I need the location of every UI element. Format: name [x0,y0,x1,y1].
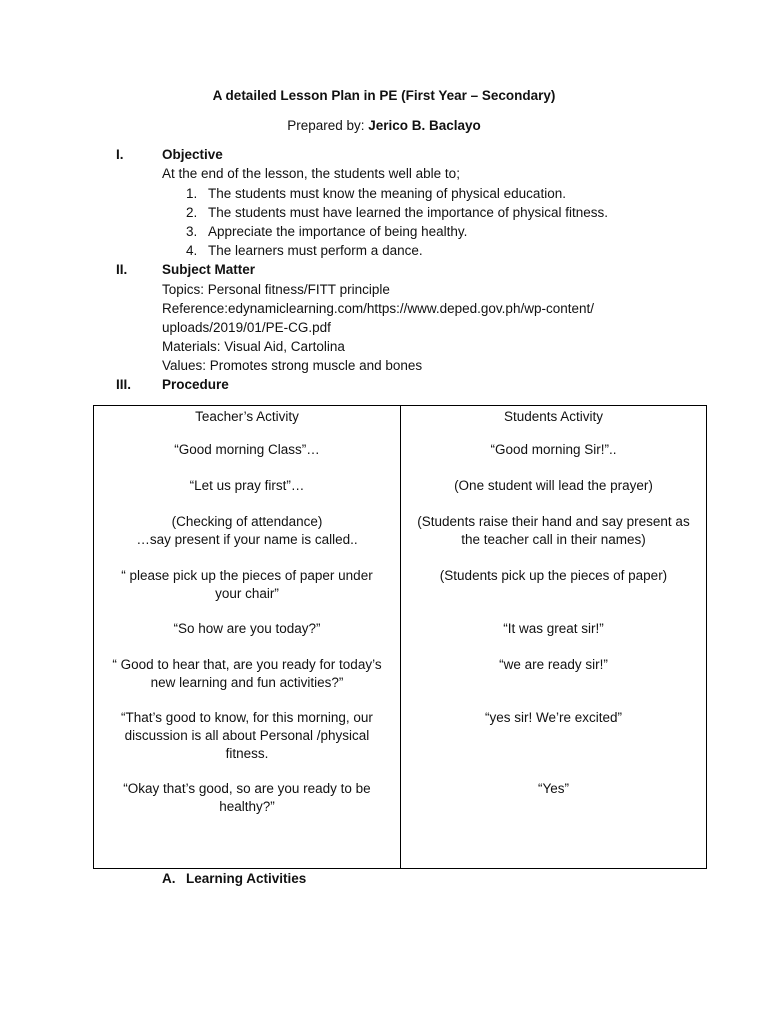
item-text: Appreciate the importance of being healthy. [208,224,468,239]
teacher-line [100,620,394,638]
line-text: (One student will lead the prayer) [454,478,653,493]
line-text: “yes sir! We’re excited” [484,710,623,725]
line-text: fitness. [225,746,269,761]
line-text: “Yes” [537,781,569,796]
teacher-line [100,441,394,459]
line-text: healthy?” [219,799,275,814]
subsection-title: Learning Activities [186,871,307,886]
student-line [407,477,700,495]
author-name: Jerico B. Baclayo [368,118,481,133]
objective-item [186,222,467,241]
teacher-line [100,567,394,603]
section-1-numeral: I. [116,147,124,162]
section-1-heading: Objective [162,147,223,162]
item-number: 4. [186,243,198,258]
topics-line: Topics: Personal fitness/FITT principle [162,282,390,297]
student-line [407,780,700,798]
values-line: Values: Promotes strong muscle and bones [162,358,423,373]
line-text: “Good morning Sir!”.. [490,442,617,457]
line-text: “So how are you today?” [173,621,321,636]
prepared-label: Prepared by: [287,118,369,133]
item-number: 2. [186,205,198,220]
line-text: “It was great sir!” [503,621,604,636]
line-text: (Students raise their hand and say present as [417,514,690,529]
item-number: 3. [186,224,198,239]
teacher-line [100,477,394,495]
teacher-line [100,780,394,816]
line-text: “ Good to hear that, are you ready for today’s [112,657,382,672]
student-line [407,513,700,549]
student-line [407,441,700,459]
line-text: (Checking of attendance) [171,514,323,529]
line-text: your chair” [215,586,279,601]
section-2-numeral: II. [116,262,128,277]
reference-line-continued: uploads/2019/01/PE-CG.pdf [162,320,331,335]
item-text: The learners must perform a dance. [208,243,423,258]
section-3-heading: Procedure [162,377,229,392]
student-line [407,656,700,674]
subsection-letter: A. [162,871,176,886]
line-text: “Let us pray first”… [189,478,305,493]
student-line [407,567,700,585]
teacher-column-header: Teacher’s Activity [195,409,299,424]
teacher-line [100,656,394,692]
line-text: “Okay that’s good, so are you ready to be [123,781,371,796]
student-line [407,709,700,727]
objective-intro: At the end of the lesson, the students well able to; [162,166,460,181]
objective-item [186,203,608,222]
section-2-heading: Subject Matter [162,262,256,277]
document-title: A detailed Lesson Plan in PE (First Year – Secondary) [212,88,556,103]
objective-item [186,184,566,203]
line-text: discussion is all about Personal /physical [124,728,370,743]
line-text: the teacher call in their names) [461,532,646,547]
line-text: (Students pick up the pieces of paper) [439,568,668,583]
materials-line: Materials: Visual Aid, Cartolina [162,339,345,354]
procedure-table [93,405,707,869]
student-column [401,406,707,869]
line-text: …say present if your name is called.. [136,532,358,547]
item-text: The students must know the meaning of physical education. [208,186,566,201]
line-text: “we are ready sir!” [499,657,608,672]
teacher-column [94,406,401,869]
teacher-line [100,513,394,549]
objective-item [186,241,423,260]
section-3-numeral: III. [116,377,132,392]
line-text: “ please pick up the pieces of paper under [121,568,373,583]
item-text: The students must have learned the importance of physical fitness. [208,205,608,220]
line-text: “That’s good to know, for this morning, our [121,710,373,725]
reference-line: Reference:edynamiclearning.com/https://www.deped.gov.ph/wp-content/ [162,301,594,316]
learning-activities-heading [162,869,306,888]
student-line [407,620,700,638]
student-column-header: Students Activity [503,409,604,424]
line-text: new learning and fun activities?” [150,675,344,690]
line-text: “Good morning Class”… [174,442,320,457]
teacher-line [100,709,394,763]
prepared-by [0,118,768,133]
item-number: 1. [186,186,198,201]
